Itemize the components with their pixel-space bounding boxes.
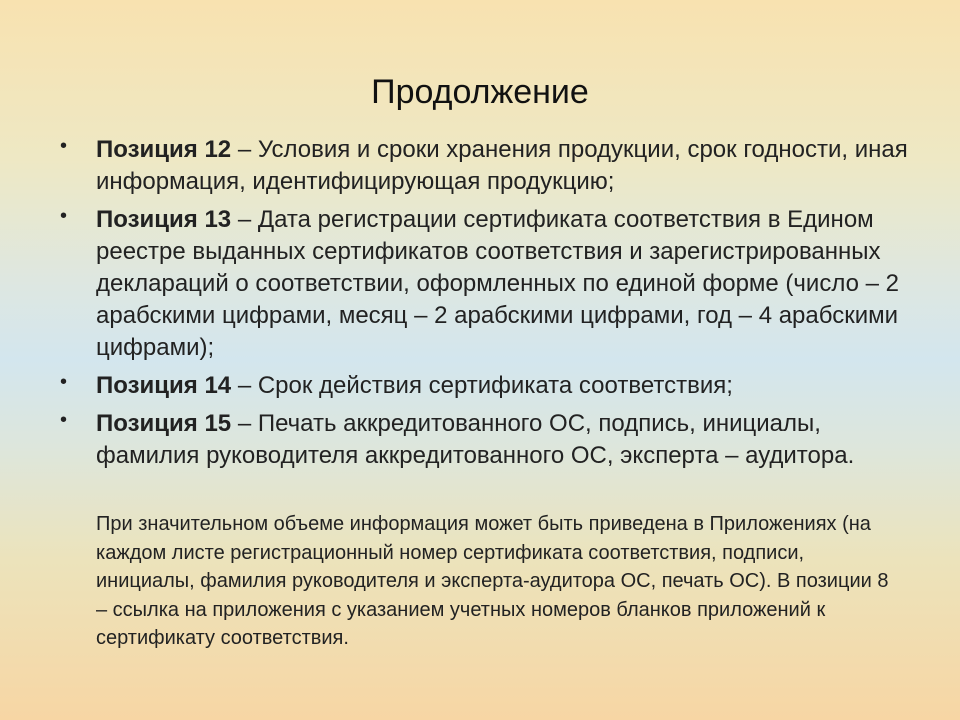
bullet-dot-icon: • xyxy=(60,205,68,227)
bullet-text: – Срок действия сертификата соответствия; xyxy=(231,372,733,399)
slide-title: Продолжение xyxy=(371,73,589,111)
bullet-dot-icon: • xyxy=(60,371,68,393)
bullet-list xyxy=(60,134,920,478)
bullet-dot-icon: • xyxy=(60,409,68,431)
bullet-item-position-14 xyxy=(60,370,920,402)
bullet-label: Позиция 14 xyxy=(96,372,232,399)
note-paragraph: При значительном объеме информация может быть приведена в Приложениях (на каждом листе регистрационный номер сертификата соответствия, подписи, инициалы, фамилия руководителя и эксперта-аудитора ОС, печать ОС). В позиции 8 – ссылка на приложения с указанием учетных номеров бланков приложений к сертификату соответствия. xyxy=(96,513,889,649)
bullet-item-position-12 xyxy=(60,134,920,198)
bullet-text: – Условия и сроки хранения продукции, срок годности, иная информация, идентифицирующая продукцию; xyxy=(96,136,908,195)
bullet-label: Позиция 15 xyxy=(96,410,232,437)
bullet-text: – Дата регистрации сертификата соответствия в Едином реестре выданных сертификатов соответствия и зарегистрированных деклараций о соответствии, оформленных по единой форме (число – 2 арабскими цифрами, месяц – 2 арабскими цифрами, год – 4 арабскими цифрами); xyxy=(96,206,899,361)
bullet-dot-icon: • xyxy=(60,135,68,157)
bullet-item-position-15 xyxy=(60,408,920,472)
bullet-item-position-13 xyxy=(60,204,920,364)
bullet-text: – Печать аккредитованного ОС, подпись, инициалы, фамилия руководителя аккредитованного ОС, эксперта – аудитора. xyxy=(96,410,855,469)
bullet-label: Позиция 13 xyxy=(96,206,232,233)
bullet-label: Позиция 12 xyxy=(96,136,232,163)
